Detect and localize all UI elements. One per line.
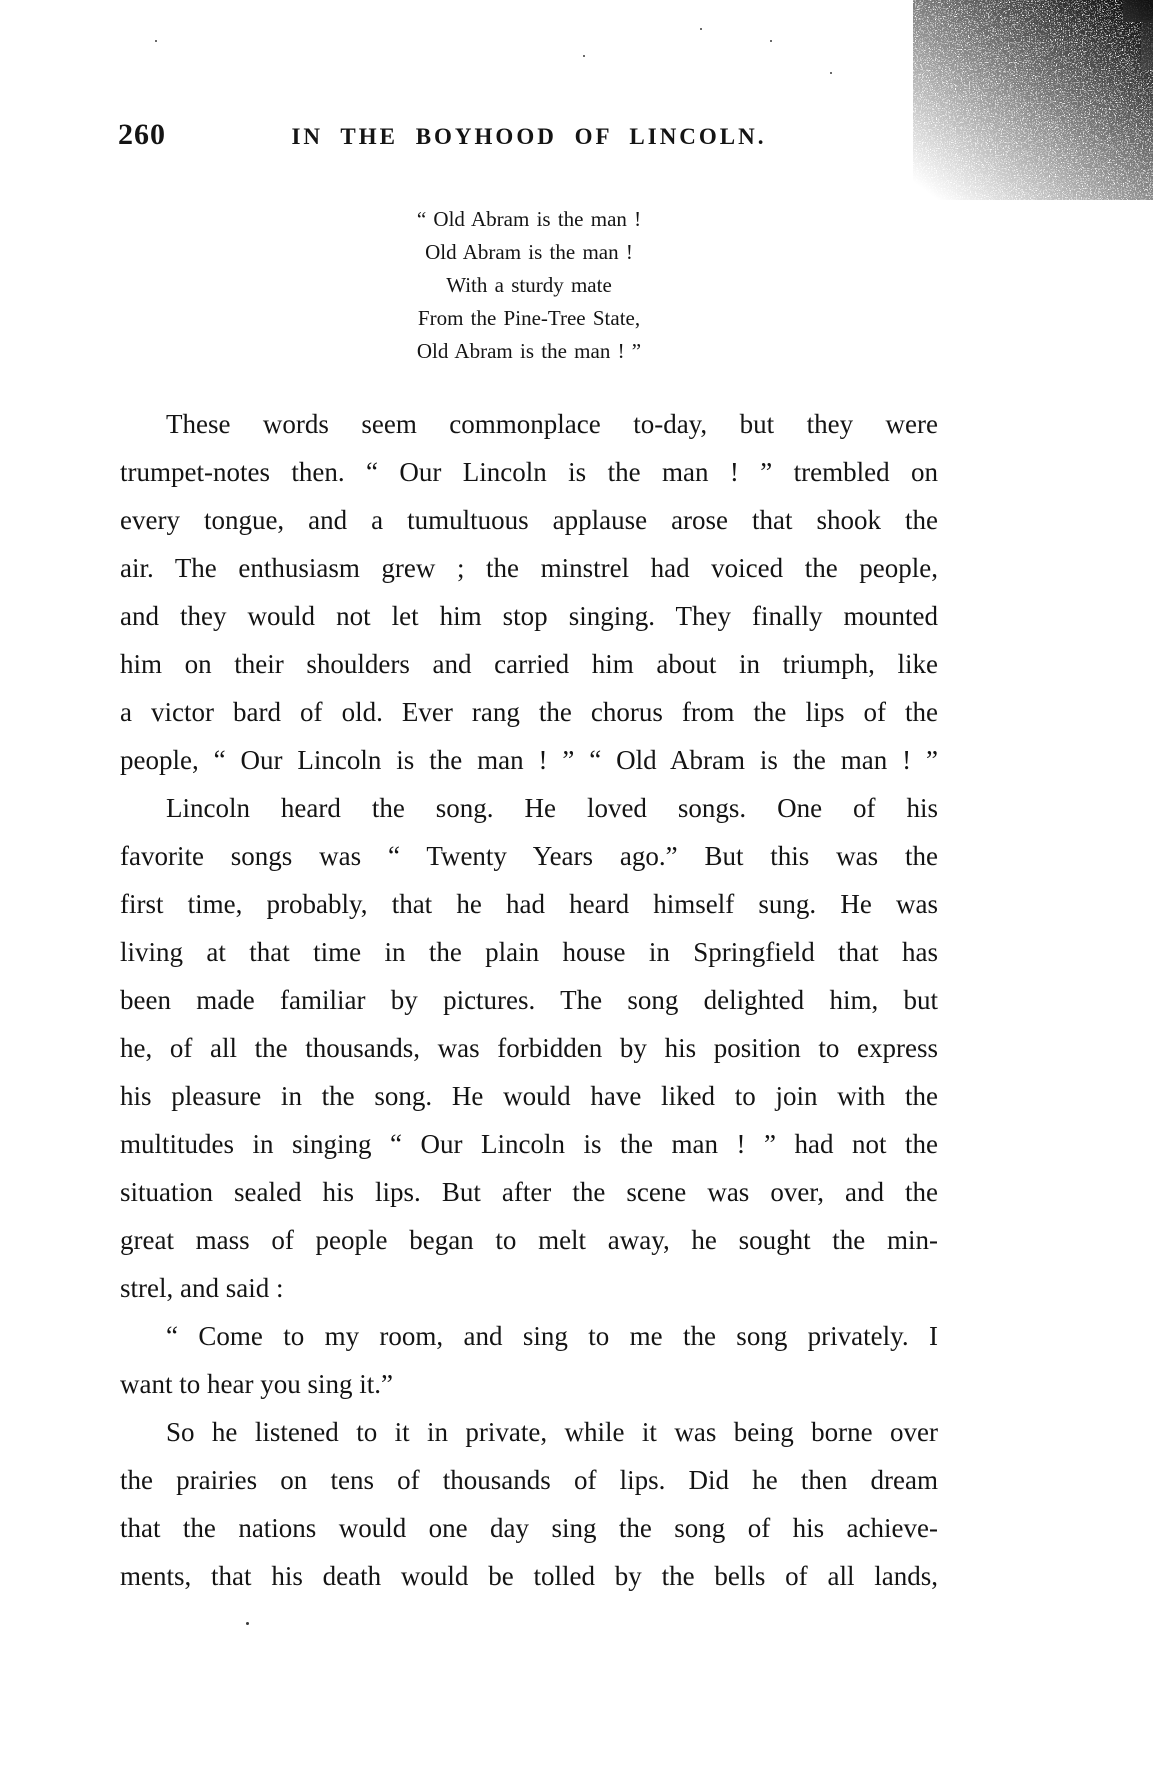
verse-line: From the Pine-Tree State,: [417, 306, 641, 330]
body-line: the prairies on tens of thousands of lips. Did he then dream: [120, 1465, 938, 1495]
body-text: [120, 400, 938, 1600]
body-line: air. The enthusiasm grew ; the minstrel had voiced the people,: [120, 553, 938, 583]
scan-speck: [246, 1622, 249, 1625]
body-line: want to hear you sing it.”: [120, 1369, 393, 1399]
scan-noise-artifact: [913, 0, 1153, 200]
body-line: strel, and said :: [120, 1273, 284, 1303]
body-line: These words seem commonplace to-day, but they were: [166, 409, 938, 439]
body-line: that the nations would one day sing the song of his achieve-: [120, 1513, 938, 1543]
body-line: been made familiar by pictures. The song delighted him, but: [120, 985, 938, 1015]
scan-speck: [700, 28, 702, 30]
verse-line: “ Old Abram is the man !: [416, 207, 642, 231]
verse-block: [120, 203, 938, 368]
verse-line: With a sturdy mate: [446, 273, 612, 297]
running-header: IN THE BOYHOOD OF LINCOLN.: [291, 124, 767, 149]
body-line: a victor bard of old. Ever rang the chorus from the lips of the: [120, 697, 938, 727]
body-line: every tongue, and a tumultuous applause arose that shook the: [120, 505, 938, 535]
scan-speck: [770, 40, 772, 42]
scan-speck: [583, 55, 585, 57]
body-line: and they would not let him stop singing. They finally mounted: [120, 601, 938, 631]
body-line: situation sealed his lips. But after the scene was over, and the: [120, 1177, 938, 1207]
scan-speck: [155, 40, 157, 42]
body-line: trumpet-notes then. “ Our Lincoln is the man ! ” trembled on: [120, 457, 938, 487]
body-line: Lincoln heard the song. He loved songs. One of his: [166, 793, 938, 823]
verse-line: Old Abram is the man !: [425, 240, 633, 264]
body-line: great mass of people began to melt away, he sought the min-: [120, 1225, 938, 1255]
body-line: his pleasure in the song. He would have liked to join with the: [120, 1081, 938, 1111]
body-line: first time, probably, that he had heard himself sung. He was: [120, 889, 938, 919]
verse-line: Old Abram is the man ! ”: [416, 339, 642, 363]
body-line: ments, that his death would be tolled by the bells of all lands,: [120, 1561, 938, 1591]
page-number: 260: [118, 118, 166, 151]
scan-speck: [830, 72, 832, 74]
body-line: “ Come to my room, and sing to me the song privately. I: [166, 1321, 938, 1351]
body-line: living at that time in the plain house in Springfield that has: [120, 937, 938, 967]
body-line: So he listened to it in private, while it was being borne over: [166, 1417, 938, 1447]
body-line: people, “ Our Lincoln is the man ! ” “ Old Abram is the man ! ”: [120, 745, 938, 775]
body-line: him on their shoulders and carried him about in triumph, like: [120, 649, 938, 679]
body-line: he, of all the thousands, was forbidden by his position to express: [120, 1033, 938, 1063]
body-line: multitudes in singing “ Our Lincoln is the man ! ” had not the: [120, 1129, 938, 1159]
body-line: favorite songs was “ Twenty Years ago.” But this was the: [120, 841, 938, 871]
